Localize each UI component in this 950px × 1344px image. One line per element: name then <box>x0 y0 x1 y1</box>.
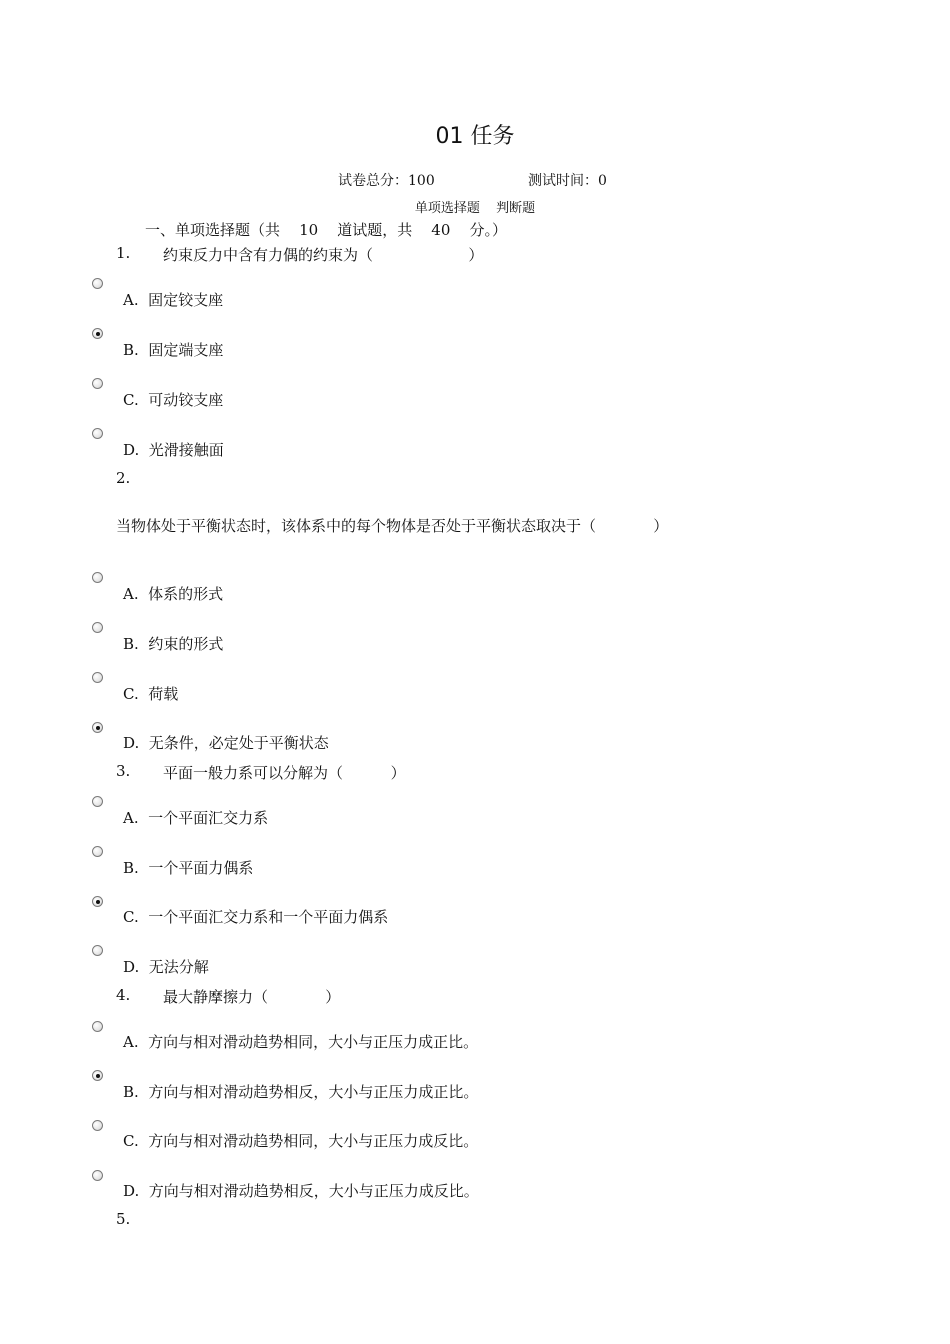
tab-true-false[interactable]: 判断题 <box>496 201 536 216</box>
option-radio[interactable] <box>92 622 103 633</box>
option-radio[interactable] <box>92 328 103 339</box>
option-label: C. 可动铰支座 <box>123 391 224 409</box>
option-radio[interactable] <box>92 1170 103 1181</box>
question-text: 当物体处于平衡状态时，该体系中的每个物体是否处于平衡状态取决于（ ） <box>116 517 669 535</box>
question-number: 4. <box>116 986 131 1004</box>
option-label: A. 固定铰支座 <box>123 291 224 309</box>
option-label: A. 方向与相对滑动趋势相同，大小与正压力成正比。 <box>123 1033 479 1051</box>
option-radio[interactable] <box>92 278 103 289</box>
question-text: 最大静摩擦力（ ） <box>163 988 341 1006</box>
option-label: D. 无法分解 <box>123 958 209 976</box>
option-label: C. 一个平面汇交力系和一个平面力偶系 <box>123 908 389 926</box>
option-radio[interactable] <box>92 1021 103 1032</box>
option-radio[interactable] <box>92 722 103 733</box>
question-number: 3. <box>116 762 131 780</box>
question-number: 2. <box>116 469 131 487</box>
option-label: C. 方向与相对滑动趋势相同，大小与正压力成反比。 <box>123 1132 479 1150</box>
question-number: 1. <box>116 244 131 262</box>
section-tabs <box>0 197 950 216</box>
option-radio[interactable] <box>92 846 103 857</box>
section-heading: 一、单项选择题（共 10 道试题，共 40 分。） <box>145 221 507 239</box>
tab-single-choice[interactable]: 单项选择题 <box>414 201 480 216</box>
test-time: 测试时间：0 <box>528 173 607 189</box>
option-radio[interactable] <box>92 572 103 583</box>
question-text: 约束反力中含有力偶的约束为（ ） <box>163 246 484 264</box>
option-label: C. 荷载 <box>123 685 179 703</box>
option-label: B. 约束的形式 <box>123 635 224 653</box>
total-score: 试卷总分：100 <box>338 173 435 189</box>
option-radio[interactable] <box>92 1070 103 1081</box>
question-number: 5. <box>116 1210 131 1228</box>
option-radio[interactable] <box>92 378 103 389</box>
option-radio[interactable] <box>92 796 103 807</box>
option-radio[interactable] <box>92 945 103 956</box>
option-label: D. 无条件，必定处于平衡状态 <box>123 734 329 752</box>
option-radio[interactable] <box>92 672 103 683</box>
option-label: D. 光滑接触面 <box>123 441 224 459</box>
option-label: A. 体系的形式 <box>123 585 224 603</box>
option-radio[interactable] <box>92 1120 103 1131</box>
question-text: 平面一般力系可以分解为（ ） <box>163 764 406 782</box>
option-label: B. 固定端支座 <box>123 341 224 359</box>
option-label: B. 一个平面力偶系 <box>123 859 254 877</box>
option-label: B. 方向与相对滑动趋势相反，大小与正压力成正比。 <box>123 1083 479 1101</box>
option-label: A. 一个平面汇交力系 <box>123 809 269 827</box>
option-radio[interactable] <box>92 896 103 907</box>
option-label: D. 方向与相对滑动趋势相反，大小与正压力成反比。 <box>123 1182 479 1200</box>
option-radio[interactable] <box>92 428 103 439</box>
page-title: 01 任务 <box>435 124 515 149</box>
